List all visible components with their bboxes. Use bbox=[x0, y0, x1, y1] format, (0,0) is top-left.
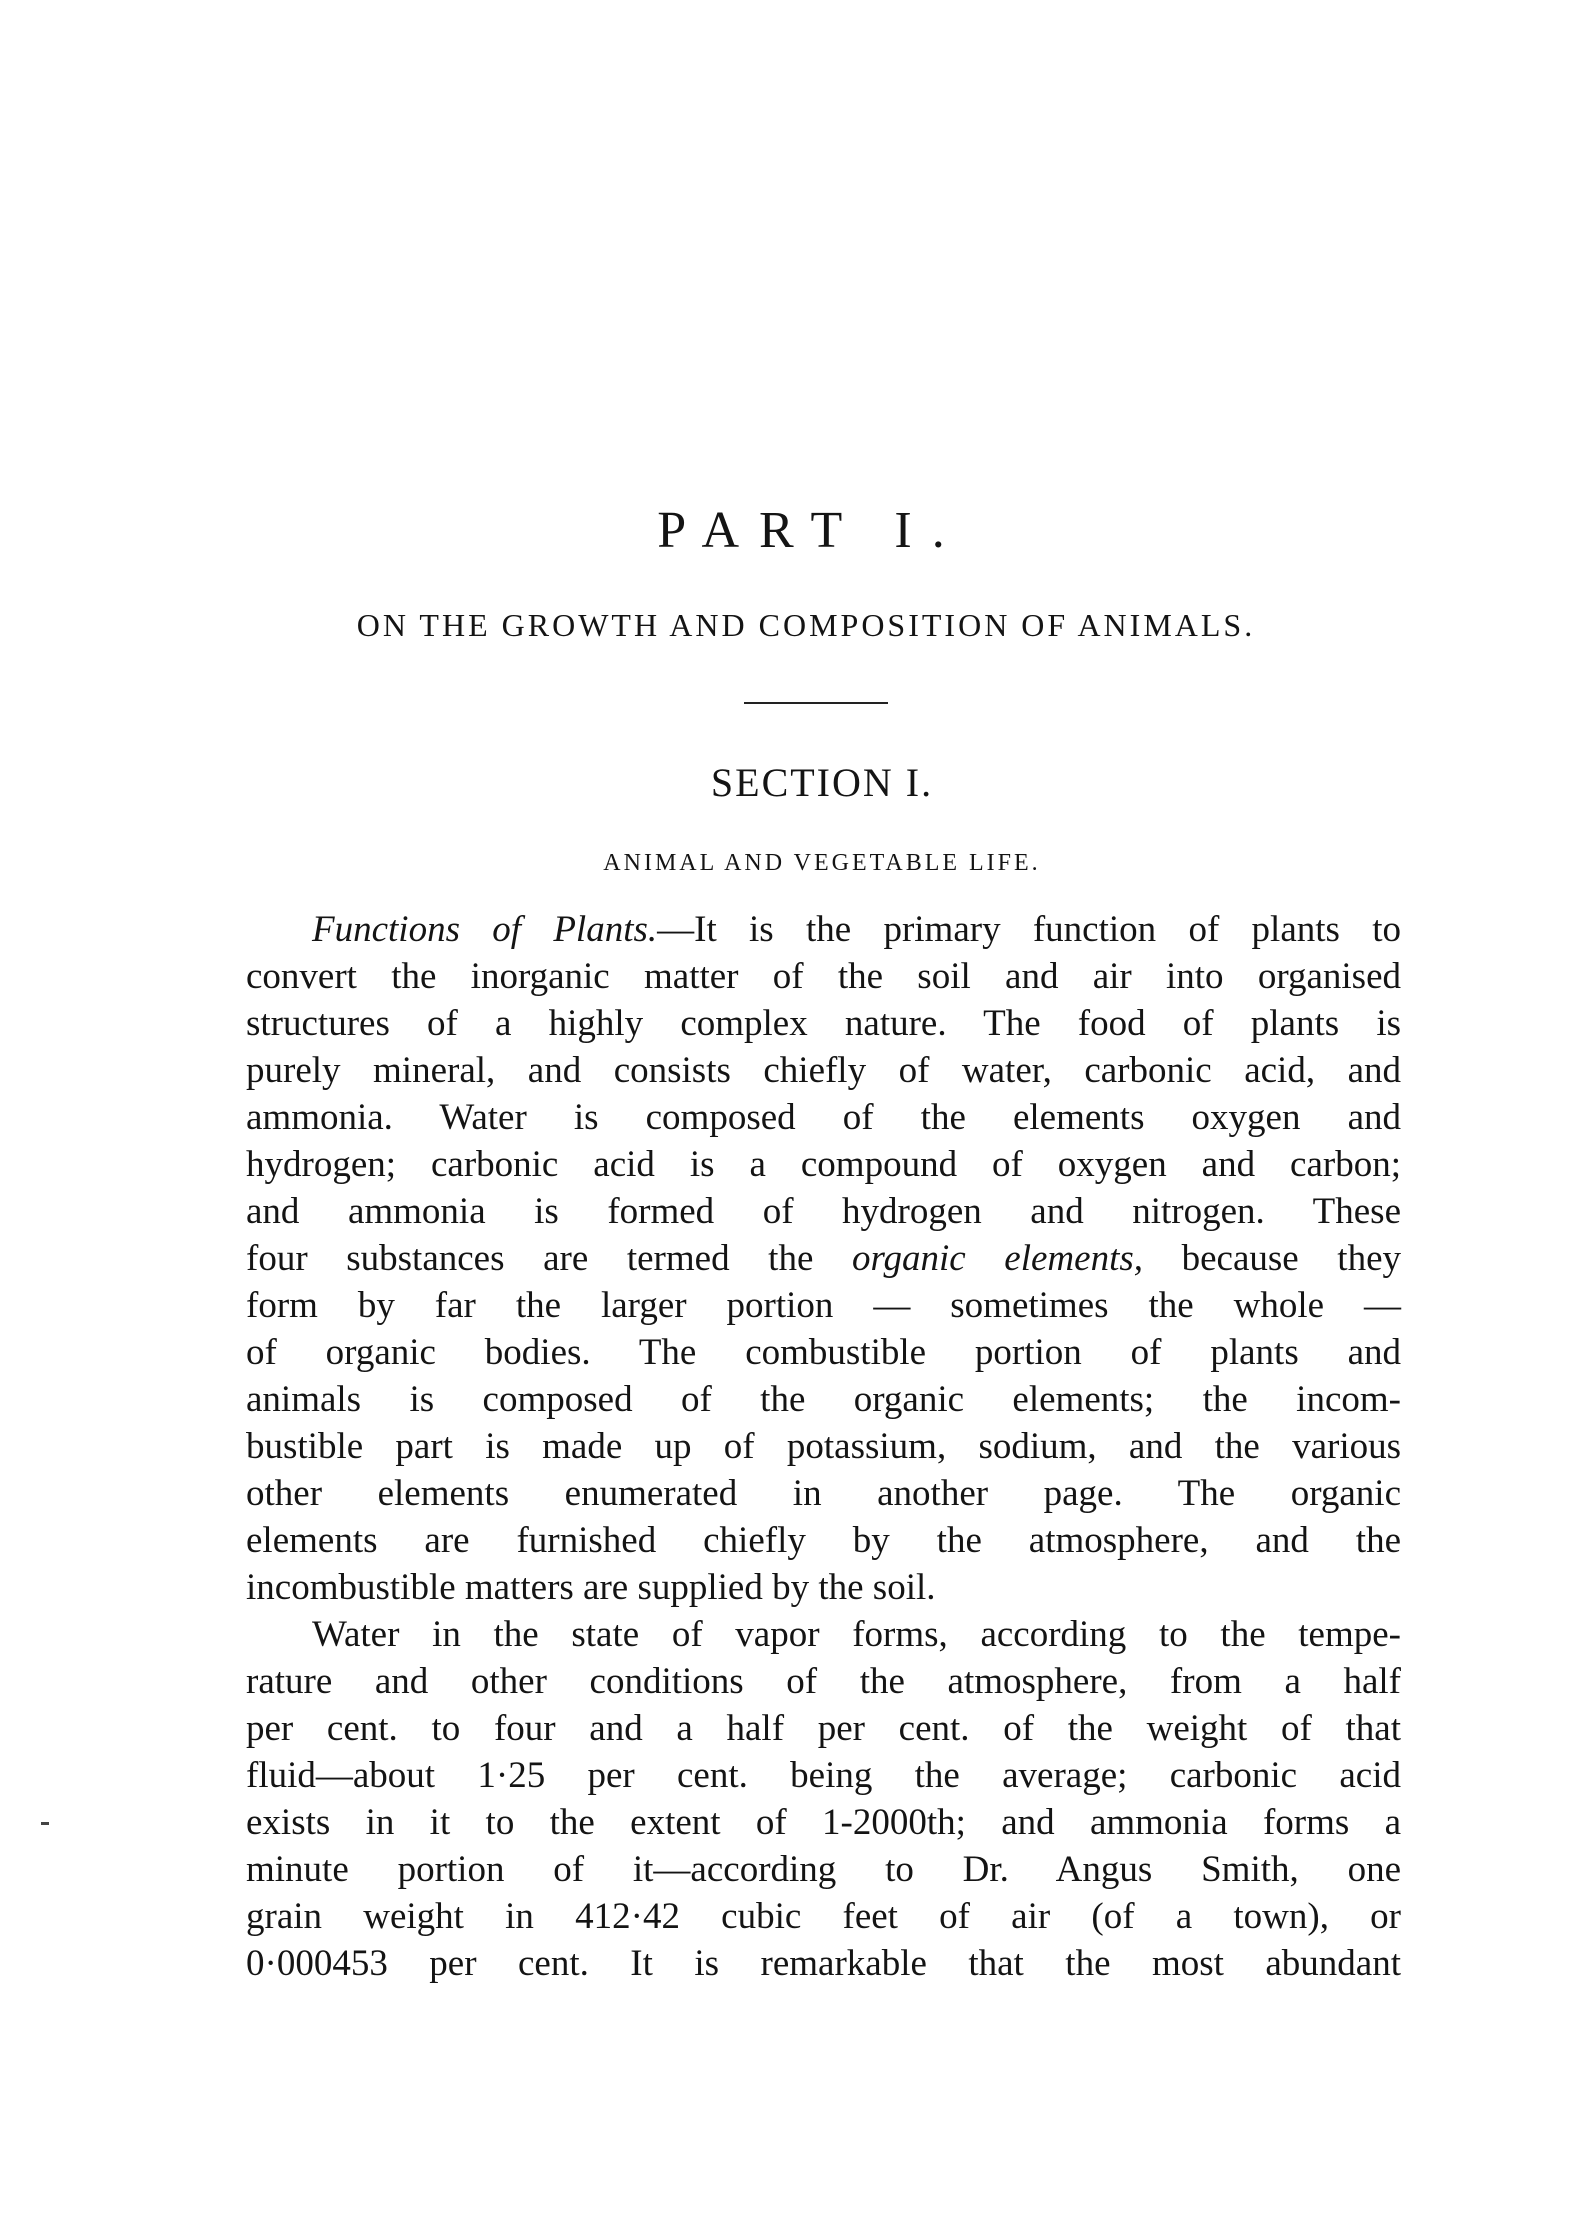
text-line: and ammonia is formed of hydrogen and nitrogen. These bbox=[246, 1191, 1401, 1232]
paragraph-heading: Functions of Plants. bbox=[312, 909, 658, 950]
text-span: —It is the primary function of plants to bbox=[657, 909, 1401, 950]
body-text bbox=[246, 906, 1401, 1987]
text-line: animals is composed of the organic elements; the incom- bbox=[246, 1379, 1401, 1420]
italic-term: organic elements, bbox=[851, 1238, 1144, 1279]
text-line: bustible part is made up of potassium, sodium, and the various bbox=[246, 1426, 1401, 1467]
text-span: because they bbox=[1181, 1238, 1402, 1279]
text-line: fluid—about 1·25 per cent. being the average; carbonic acid bbox=[246, 1755, 1401, 1796]
text-line: grain weight in 412·42 cubic feet of air (of a town), or bbox=[246, 1896, 1401, 1937]
text-line: ammonia. Water is composed of the elements oxygen and bbox=[246, 1097, 1401, 1138]
part-subtitle: ON THE GROWTH AND COMPOSITION OF ANIMALS. bbox=[356, 607, 1256, 643]
text-line: hydrogen; carbonic acid is a compound of oxygen and carbon; bbox=[246, 1144, 1401, 1185]
text-line: Water in the state of vapor forms, according to the tempe- bbox=[312, 1614, 1401, 1655]
margin-mark bbox=[41, 1822, 49, 1825]
section-subtitle: ANIMAL AND VEGETABLE LIFE. bbox=[603, 850, 1041, 876]
section-title: SECTION I. bbox=[710, 760, 934, 805]
text-line: of organic bodies. The combustible portion of plants and bbox=[246, 1332, 1401, 1373]
text-line: elements are furnished chiefly by the atmosphere, and the bbox=[246, 1520, 1401, 1561]
text-line bbox=[246, 1235, 1401, 1282]
title-divider bbox=[744, 702, 888, 704]
text-line: incombustible matters are supplied by the soil. bbox=[246, 1567, 936, 1608]
text-line: exists in it to the extent of 1-2000th; and ammonia forms a bbox=[246, 1802, 1401, 1843]
text-line: rature and other conditions of the atmosphere, from a half bbox=[246, 1661, 1401, 1702]
text-line: per cent. to four and a half per cent. of the weight of that bbox=[246, 1708, 1401, 1749]
text-line: convert the inorganic matter of the soil and air into organised bbox=[246, 956, 1401, 997]
text-line: 0·000453 per cent. It is remarkable that the most abundant bbox=[246, 1943, 1401, 1984]
text-line: structures of a highly complex nature. The food of plants is bbox=[246, 1003, 1401, 1044]
text-line: other elements enumerated in another page. The organic bbox=[246, 1473, 1401, 1514]
text-line: form by far the larger portion — sometimes the whole — bbox=[246, 1285, 1401, 1326]
text-span: four substances are termed the bbox=[246, 1238, 814, 1279]
text-line: purely mineral, and consists chiefly of water, carbonic acid, and bbox=[246, 1050, 1401, 1091]
part-title: PART I. bbox=[657, 502, 965, 559]
text-line bbox=[246, 906, 1401, 953]
text-line: minute portion of it—according to Dr. Angus Smith, one bbox=[246, 1849, 1401, 1890]
